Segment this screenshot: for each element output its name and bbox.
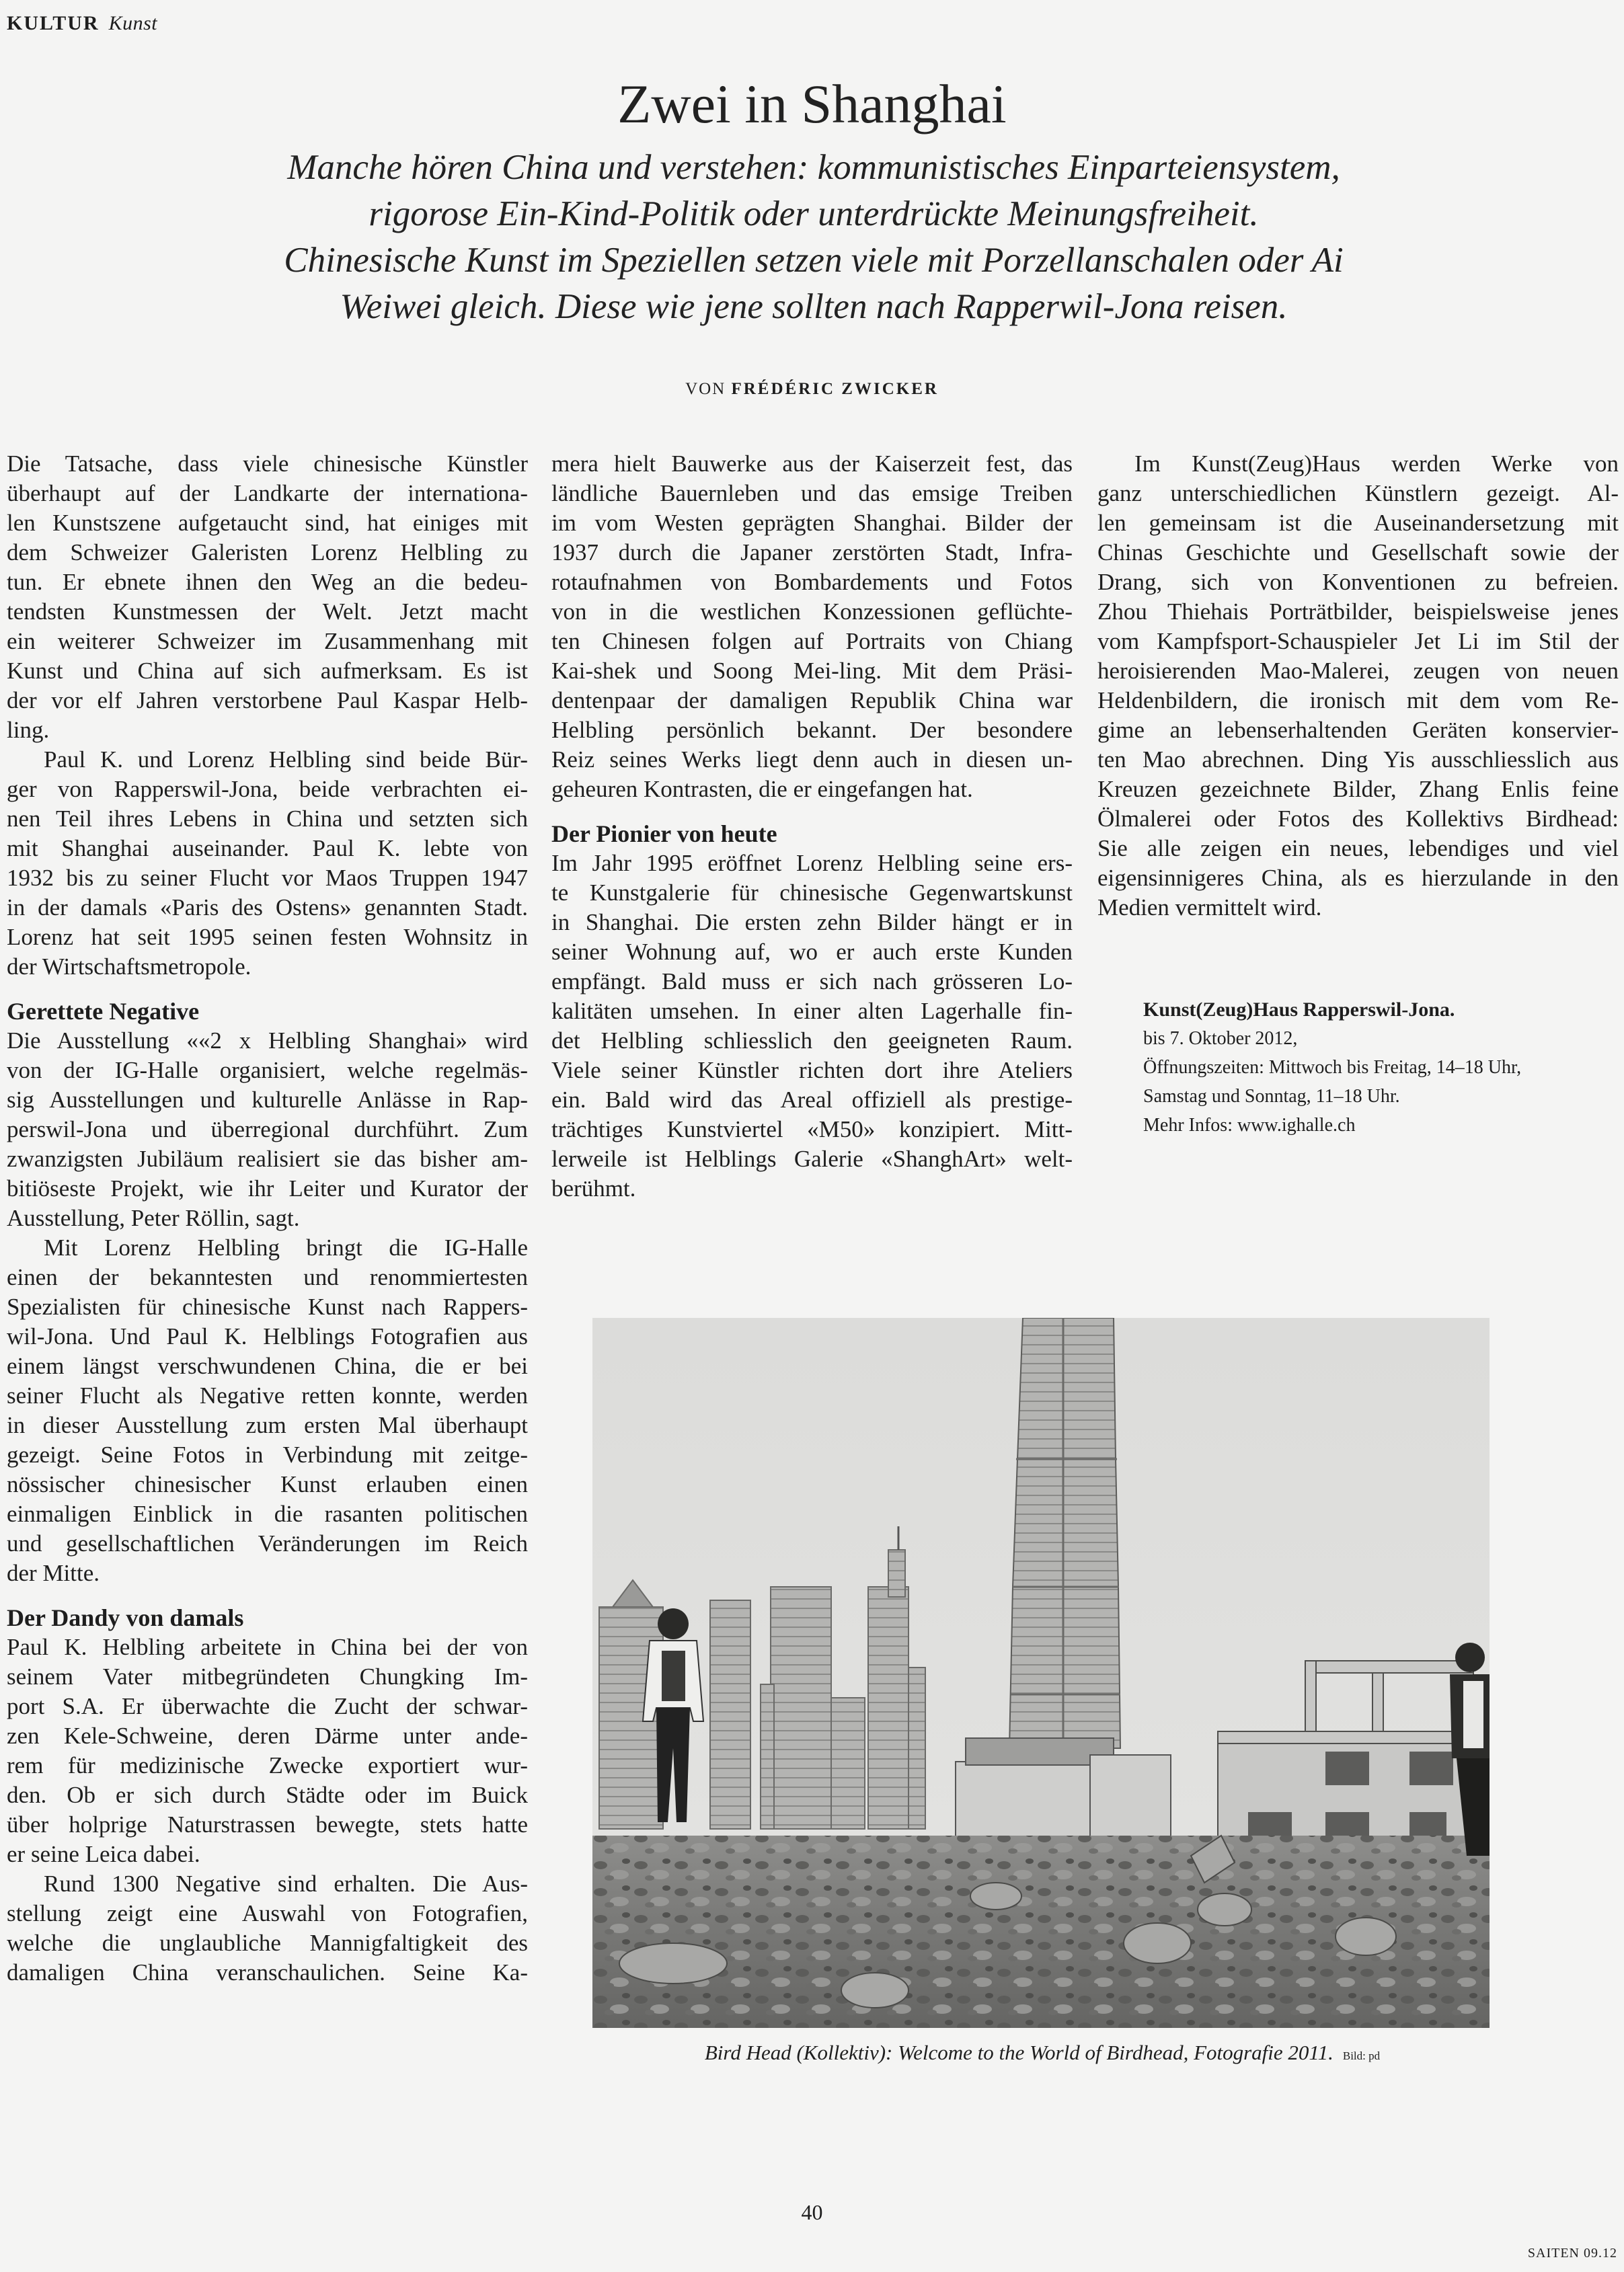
text-line: Lorenz hat seit 1995 seinen festen Wohnsitz in xyxy=(7,924,528,950)
text-line: tendsten Kunstmessen der Welt. Jetzt macht xyxy=(7,598,528,625)
text-line: Im Kunst(Zeug)Haus werden Werke von xyxy=(1134,451,1619,477)
text-line: heroisierenden Mao-Malerei, zeugen von neuen xyxy=(1097,658,1619,684)
paragraph xyxy=(551,849,1073,1204)
text-line: damaligen China veranschaulichen. Seine Ka- xyxy=(7,1959,528,1986)
text-line: der Mitte. xyxy=(7,1560,100,1586)
text-line: Viele seiner Künstler richten dort ihre Ateliers xyxy=(551,1057,1073,1083)
page-number: 40 xyxy=(801,2200,823,2224)
text-line: Paul K. Helbling arbeitete in China bei der von xyxy=(7,1634,528,1660)
article-title: Zwei in Shanghai xyxy=(617,73,1007,134)
text-line: 1937 durch die Japaner zerstörten Stadt, Infra- xyxy=(551,539,1073,565)
text-line: dentenpaar der damaligen Republik China war xyxy=(551,687,1073,713)
byline xyxy=(0,380,1624,399)
text-line: Kai-shek und Soong Mei-ling. Mit dem Präsi- xyxy=(551,658,1073,684)
text-line: der vor elf Jahren verstorbene Paul Kaspar Helb- xyxy=(7,687,528,713)
byline-prefix: VON xyxy=(685,380,726,398)
text-line: von der IG-Halle organisiert, welche regelmäs- xyxy=(7,1057,528,1083)
exhibition-dates: bis 7. Oktober 2012, xyxy=(1143,1028,1298,1049)
text-line: stellung zeigt eine Auswahl von Fotografien, xyxy=(7,1900,528,1926)
subsection-label: Kunst xyxy=(108,12,158,34)
text-line: einen der bekanntesten und renommiertesten xyxy=(7,1264,528,1290)
text-line: geheuren Kontrasten, die er eingefangen hat. xyxy=(551,776,973,802)
text-line: berühmt. xyxy=(551,1175,636,1202)
more-info-link[interactable]: Mehr Infos: www.ighalle.ch xyxy=(1143,1115,1356,1136)
text-line: tun. Er ebnete ihnen den Weg an die bedeu- xyxy=(7,569,528,595)
text-line: Zhou Thiehais Porträtbilder, beispielsweise jenes xyxy=(1097,598,1619,625)
text-line: port S.A. Er überwachte die Zucht der schwar- xyxy=(7,1693,528,1719)
text-line: von in die westlichen Konzessionen geflüchte- xyxy=(551,598,1073,625)
text-line: er seine Leica dabei. xyxy=(7,1841,200,1867)
caption-text: Bird Head (Kollektiv): Welcome to the World of Birdhead, Fotografie 2011. xyxy=(704,2041,1333,2064)
paragraph xyxy=(7,745,528,982)
text-line: mit Shanghai auseinander. Paul K. lebte von xyxy=(7,835,528,861)
text-line: ganz unterschiedlichen Künstlern gezeigt. Al- xyxy=(1097,480,1619,506)
paragraph xyxy=(7,1869,528,1988)
text-line: einmaligen Einblick in die rasanten politischen xyxy=(7,1501,528,1527)
text-line: len gemeinsam ist die Auseinandersetzung mit xyxy=(1097,510,1619,536)
text-line: über holprige Naturstrassen bewegte, stets hatte xyxy=(7,1811,528,1838)
text-line: nen Teil ihres Lebens in China und setzten sich xyxy=(7,806,528,832)
text-line: dem Schweizer Galeristen Lorenz Helbling zu xyxy=(7,539,528,565)
photo-caption xyxy=(592,2041,1493,2065)
text-line: rem für medizinische Zwecke exportiert wur- xyxy=(7,1752,528,1778)
text-line: empfängt. Bald muss er sich nach grösseren Lo- xyxy=(551,968,1073,994)
text-line: gime an lebenserhaltenden Geräten konservier- xyxy=(1097,717,1619,743)
text-line: überhaupt auf der Landkarte der internationa- xyxy=(7,480,528,506)
text-column-2 xyxy=(551,449,1073,1204)
text-line: Chinas Geschichte und Gesellschaft sowie der xyxy=(1097,539,1619,565)
venue-title: Kunst(Zeug)Haus Rapperswil-Jona. xyxy=(1143,998,1455,1021)
subheading-der-dandy-von-damals: Der Dandy von damals xyxy=(7,1604,244,1631)
text-line: und gesellschaftlichen Veränderungen im Reich xyxy=(7,1530,528,1557)
text-line: vom Kampfsport-Schauspieler Jet Li im Stil der xyxy=(1097,628,1619,654)
text-line: in Shanghai. Die ersten zehn Bilder hängt er in xyxy=(551,909,1073,935)
text-line: mera hielt Bauwerke aus der Kaiserzeit fest, das xyxy=(551,451,1073,477)
text-line: einem längst verschwundenen China, die er bei xyxy=(7,1353,528,1379)
text-line: wil-Jona. Und Paul K. Helblings Fotografien aus xyxy=(7,1323,528,1349)
lede-line: Weiwei gleich. Diese wie jene sollten nach Rapperwil-Jona reisen. xyxy=(340,287,1288,326)
text-line: ger von Rapperswil-Jona, beide verbrachten ei- xyxy=(7,776,528,802)
text-line: zwanzigsten Jubiläum realisiert sie das bisher am- xyxy=(7,1146,528,1172)
text-line: Ausstellung, Peter Röllin, sagt. xyxy=(7,1205,300,1231)
text-line: gezeigt. Seine Fotos in Verbindung mit zeitge- xyxy=(7,1442,528,1468)
text-line: lerweile ist Helblings Galerie «ShanghArt» welt- xyxy=(551,1146,1073,1172)
text-line: seinem Vater mitbegründeten Chungking Im- xyxy=(7,1663,528,1690)
text-line: Die Ausstellung ««2 x Helbling Shanghai» wird xyxy=(7,1027,528,1054)
text-line: len Kunstszene aufgetaucht sind, hat einiges mit xyxy=(7,510,528,536)
text-line: Helbling persönlich bekannt. Der besondere xyxy=(551,717,1073,743)
text-line: perswil-Jona und überregional durchführt. Zum xyxy=(7,1116,528,1142)
text-line: rotaufnahmen von Bombardements und Fotos xyxy=(551,569,1073,595)
text-line: ländliche Bauernleben und das emsige Treiben xyxy=(551,480,1073,506)
text-line: Rund 1300 Negative sind erhalten. Die Aus- xyxy=(44,1871,528,1897)
text-line: Drang, sich von Konventionen zu befreien. xyxy=(1097,569,1619,595)
text-line: sig Ausstellungen und kulturelle Anlässe in Rap- xyxy=(7,1087,528,1113)
issue-label: SAITEN 09.12 xyxy=(1527,2246,1617,2261)
opening-hours-weekdays: Öffnungszeiten: Mittwoch bis Freitag, 14–18 Uhr, xyxy=(1143,1057,1522,1078)
text-line: zen Kele-Schweine, deren Därme unter ande- xyxy=(7,1723,528,1749)
text-line: te Kunstgalerie für chinesische Gegenwartskunst xyxy=(551,879,1073,906)
lede-line: rigorose Ein-Kind-Politik oder unterdrückte Meinungsfreiheit. xyxy=(369,194,1259,233)
subheading-gerettete-negative: Gerettete Negative xyxy=(7,998,200,1025)
text-line: der Wirtschaftsmetropole. xyxy=(7,953,252,980)
text-line: ein. Bald wird das Areal offiziell als prestige- xyxy=(551,1087,1073,1113)
text-line: seiner Flucht als Negative retten konnte, werden xyxy=(7,1382,528,1409)
article-lede xyxy=(161,145,1466,330)
paragraph xyxy=(7,449,528,745)
lede-line: Manche hören China und verstehen: kommunistisches Einparteiensystem, xyxy=(287,148,1340,187)
text-line: kalitäten umsehen. In einer alten Lagerhalle fin- xyxy=(551,998,1073,1024)
text-line: in dieser Ausstellung zum ersten Mal überhaupt xyxy=(7,1412,528,1438)
text-line: Im Jahr 1995 eröffnet Lorenz Helbling seine ers- xyxy=(551,850,1073,876)
text-line: Reiz seines Werks liegt denn auch in diesen un- xyxy=(551,746,1073,773)
paragraph xyxy=(7,1026,528,1233)
text-line: det Helbling schliesslich den geeigneten Raum. xyxy=(551,1027,1073,1054)
text-line: Die Tatsache, dass viele chinesische Künstler xyxy=(7,451,528,477)
text-column-3 xyxy=(1097,449,1619,923)
text-line: Ölmalerei oder Fotos des Kollektivs Birdhead: xyxy=(1097,806,1619,832)
photo-illustration xyxy=(592,1318,1490,2028)
text-line: Heldenbildern, die ironisch mit dem vom Re- xyxy=(1097,687,1619,713)
text-line: Spezialisten für chinesische Kunst nach Rappers- xyxy=(7,1294,528,1320)
text-line: den. Ob er sich durch Städte oder im Buick xyxy=(7,1782,528,1808)
text-line: trächtiges Kunstviertel «M50» konzipiert. Mitt- xyxy=(551,1116,1073,1142)
subheading-der-pionier-von-heute: Der Pionier von heute xyxy=(551,820,777,847)
text-line: im vom Westen geprägten Shanghai. Bilder der xyxy=(551,510,1073,536)
text-line: ten Chinesen folgen auf Portraits von Chiang xyxy=(551,628,1073,654)
article-photo xyxy=(592,1318,1490,2028)
photo-credit: Bild: pd xyxy=(1342,2049,1381,2062)
text-line: nössischer chinesischer Kunst erlauben einen xyxy=(7,1471,528,1497)
opening-hours-weekend: Samstag und Sonntag, 11–18 Uhr. xyxy=(1143,1086,1400,1107)
section-label: KULTUR xyxy=(7,12,100,34)
text-line: in der damals «Paris des Ostens» genannten Stadt. xyxy=(7,894,528,920)
exhibition-info-box xyxy=(1143,995,1521,1140)
text-line: bitiöseste Projekt, wie ihr Leiter und Kurator der xyxy=(7,1175,528,1202)
text-line: welche die unglaubliche Mannigfaltigkeit des xyxy=(7,1930,528,1956)
text-line: Paul K. und Lorenz Helbling sind beide Bür- xyxy=(44,746,528,773)
text-line: ling. xyxy=(7,717,50,743)
text-line: Kreuzen gezeichnete Bilder, Zhang Enlis feine xyxy=(1097,776,1619,802)
section-rubric xyxy=(7,12,157,35)
paragraph xyxy=(1097,449,1619,923)
text-line: ein weiterer Schweizer im Zusammenhang mit xyxy=(7,628,528,654)
paragraph xyxy=(551,449,1073,804)
text-line: 1932 bis zu seiner Flucht vor Maos Truppen 1947 xyxy=(7,865,528,891)
paragraph xyxy=(7,1233,528,1588)
text-line: Mit Lorenz Helbling bringt die IG-Halle xyxy=(44,1235,528,1261)
lede-line: Chinesische Kunst im Speziellen setzen viele mit Porzellanschalen oder Ai xyxy=(284,241,1344,280)
text-column-1 xyxy=(7,449,528,1988)
author-name: FRÉDÉRIC ZWICKER xyxy=(731,380,939,398)
text-line: eigensinnigeres China, als es hierzulande in den xyxy=(1097,865,1619,891)
text-line: seiner Wohnung auf, wo er auch erste Kunden xyxy=(551,939,1073,965)
text-line: ten Mao abrechnen. Ding Yis ausschliesslich aus xyxy=(1097,746,1619,773)
paragraph xyxy=(7,1633,528,1869)
text-line: Kunst und China auf sich aufmerksam. Es ist xyxy=(7,658,528,684)
text-line: Medien vermittelt wird. xyxy=(1097,894,1322,920)
text-line: Sie alle zeigen ein neues, lebendiges und viel xyxy=(1097,835,1619,861)
